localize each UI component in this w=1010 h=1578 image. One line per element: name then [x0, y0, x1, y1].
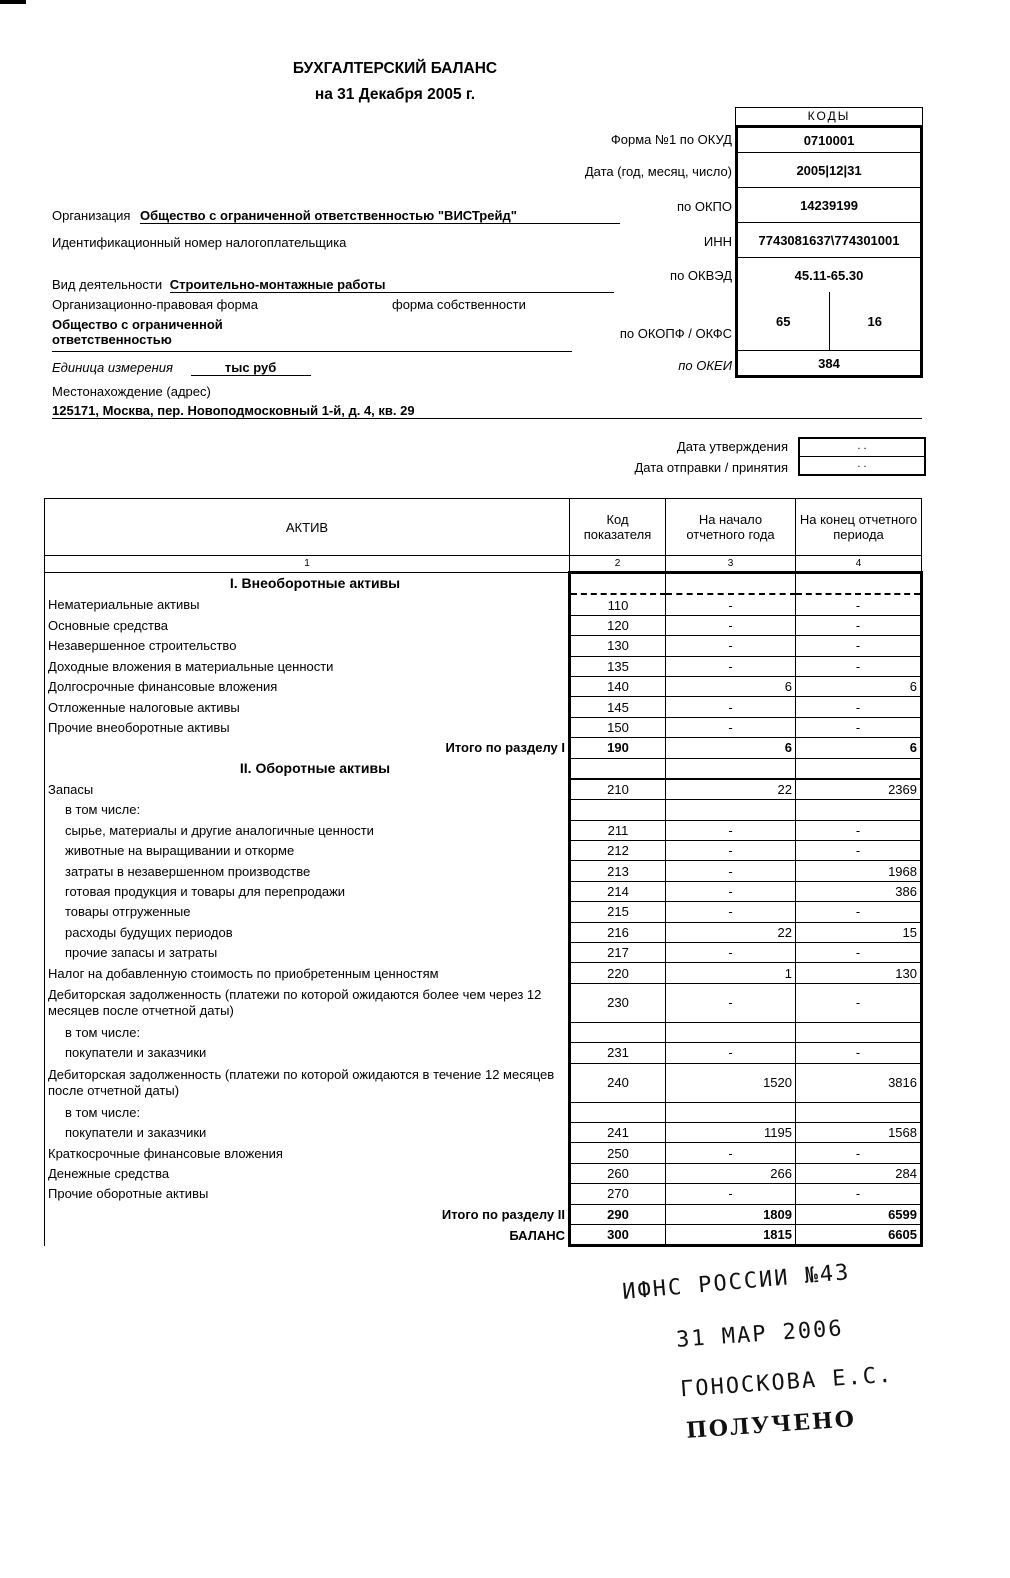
row-start-value: 6 — [666, 676, 796, 696]
row-start-value: - — [666, 1143, 796, 1163]
row-label: Прочие оборотные активы — [45, 1184, 570, 1204]
row-code: 150 — [570, 717, 666, 737]
row-start-value: 6 — [666, 738, 796, 758]
table-row — [45, 676, 922, 696]
row-start-value — [666, 573, 796, 595]
tax-office-stamp: ИФНС РОССИИ №43 — [621, 1260, 852, 1305]
row-start-value: 1809 — [666, 1204, 796, 1224]
inn-code-label: ИНН — [703, 234, 732, 249]
ownership-label: форма собственности — [392, 297, 526, 312]
row-label: Дебиторская задолженность (платежи по которой ожидаются в течение 12 месяцев после отчетной даты) — [45, 1063, 570, 1102]
row-label: животные на выращивании и откорме — [45, 841, 570, 861]
row-code: 212 — [570, 841, 666, 861]
row-label: сырье, материалы и другие аналогичные ценности — [45, 820, 570, 840]
row-code: 241 — [570, 1122, 666, 1142]
table-row — [45, 861, 922, 881]
row-code: 290 — [570, 1204, 666, 1224]
organization-label: Организация — [52, 208, 131, 223]
okud-code: 0710001 — [738, 128, 920, 153]
okfs-code: 16 — [867, 313, 882, 329]
table-row — [45, 1184, 922, 1204]
row-code: 240 — [570, 1063, 666, 1102]
activity-value: Строительно-монтажные работы — [170, 277, 614, 293]
table-row — [45, 573, 922, 595]
table-row — [45, 615, 922, 635]
inn-code: 7743081637\774301001 — [738, 223, 920, 258]
row-code: 270 — [570, 1184, 666, 1204]
row-end-value: - — [796, 1184, 922, 1204]
approval-date-value: . . — [800, 439, 924, 457]
sent-date-label: Дата отправки / принятия — [634, 460, 788, 475]
table-row — [45, 943, 922, 963]
row-start-value — [666, 758, 796, 779]
sent-date-value: . . — [857, 458, 867, 470]
row-label: готовая продукция и товары для перепродажи — [45, 881, 570, 901]
inn-label: Идентификационный номер налогоплательщика — [52, 235, 347, 250]
col-header-asset: АКТИВ — [45, 499, 570, 556]
stamp-received: ПОЛУЧЕНО — [685, 1406, 857, 1444]
row-code: 216 — [570, 922, 666, 942]
row-start-value: - — [666, 861, 796, 881]
codes-heading: КОДЫ — [735, 107, 923, 125]
row-end-value: - — [796, 943, 922, 963]
row-start-value: 1815 — [666, 1224, 796, 1245]
codes-box — [735, 107, 923, 378]
table-header-row — [45, 499, 922, 556]
table-row — [45, 779, 922, 800]
row-label: в том числе: — [45, 1022, 570, 1042]
row-end-value — [796, 1102, 922, 1122]
table-row — [45, 820, 922, 840]
row-end-value — [796, 800, 922, 820]
okpo-code: 14239199 — [738, 188, 920, 223]
table-row — [45, 1143, 922, 1163]
approval-dates-box — [798, 437, 926, 476]
row-end-value: 3816 — [796, 1063, 922, 1102]
scan-corner-mark — [0, 0, 26, 4]
row-end-value: 2369 — [796, 779, 922, 800]
row-label: Долгосрочные финансовые вложения — [45, 676, 570, 696]
table-row — [45, 1043, 922, 1063]
row-label: расходы будущих периодов — [45, 922, 570, 942]
row-end-value: 15 — [796, 922, 922, 942]
table-row — [45, 963, 922, 983]
table-row — [45, 841, 922, 861]
column-number-row — [45, 556, 922, 573]
row-code: 215 — [570, 902, 666, 922]
row-code: 230 — [570, 983, 666, 1022]
row-end-value: - — [796, 1043, 922, 1063]
row-code: 190 — [570, 738, 666, 758]
row-start-value: 1520 — [666, 1063, 796, 1102]
legal-form-label: Организационно-правовая форма — [52, 297, 258, 312]
table-row — [45, 881, 922, 901]
address-value: 125171, Москва, пер. Новоподмосковный 1-й, д. 4, кв. 29 — [52, 403, 415, 418]
okved-label: по ОКВЭД — [670, 268, 732, 283]
row-end-value: 6605 — [796, 1224, 922, 1245]
row-start-value: - — [666, 697, 796, 717]
row-end-value: - — [796, 717, 922, 737]
row-label: покупатели и заказчики — [45, 1122, 570, 1142]
row-code: 214 — [570, 881, 666, 901]
row-code — [570, 573, 666, 595]
date-label: Дата (год, месяц, число) — [584, 164, 732, 179]
row-code: 250 — [570, 1143, 666, 1163]
row-start-value — [666, 800, 796, 820]
document-title: БУХГАЛТЕРСКИЙ БАЛАНС — [292, 60, 498, 77]
row-code — [570, 1102, 666, 1122]
table-row — [45, 1122, 922, 1142]
col-header-end: На конец отчетного периода — [796, 499, 922, 556]
table-row — [45, 758, 922, 779]
approval-date-label: Дата утверждения — [676, 439, 788, 454]
row-label: I. Внеоборотные активы — [45, 573, 570, 595]
row-end-value — [796, 1022, 922, 1042]
okopf-code: 65 — [738, 292, 830, 350]
row-code: 130 — [570, 636, 666, 656]
unit-value: тыс руб — [191, 360, 311, 376]
col-number: 3 — [666, 556, 796, 573]
table-row — [45, 594, 922, 615]
row-start-value: 1195 — [666, 1122, 796, 1142]
row-code: 145 — [570, 697, 666, 717]
row-start-value: - — [666, 615, 796, 635]
row-start-value: - — [666, 881, 796, 901]
table-row — [45, 1224, 922, 1245]
row-end-value: - — [796, 820, 922, 840]
row-start-value: 22 — [666, 779, 796, 800]
row-label: Прочие внеоборотные активы — [45, 717, 570, 737]
row-start-value: - — [666, 943, 796, 963]
table-row — [45, 983, 922, 1022]
row-code: 211 — [570, 820, 666, 840]
table-row — [45, 902, 922, 922]
row-label: Отложенные налоговые активы — [45, 697, 570, 717]
row-end-value: - — [796, 594, 922, 615]
row-code: 260 — [570, 1163, 666, 1183]
row-end-value: 6599 — [796, 1204, 922, 1224]
activity-label: Вид деятельности — [52, 277, 163, 292]
row-start-value: - — [666, 902, 796, 922]
unit-row — [52, 360, 311, 376]
row-code: 220 — [570, 963, 666, 983]
row-start-value — [666, 1022, 796, 1042]
table-row — [45, 636, 922, 656]
row-start-value: - — [666, 983, 796, 1022]
row-label: Налог на добавленную стоимость по приобретенным ценностям — [45, 963, 570, 983]
balance-table — [44, 498, 923, 1247]
row-code: 140 — [570, 676, 666, 696]
row-end-value: - — [796, 902, 922, 922]
row-end-value: 386 — [796, 881, 922, 901]
row-end-value: - — [796, 656, 922, 676]
row-end-value: 284 — [796, 1163, 922, 1183]
row-end-value: 6 — [796, 738, 922, 758]
row-start-value: - — [666, 841, 796, 861]
row-start-value: 266 — [666, 1163, 796, 1183]
row-label: БАЛАНС — [45, 1224, 570, 1245]
row-label: II. Оборотные активы — [45, 758, 570, 779]
row-start-value: - — [666, 717, 796, 737]
okved-code: 45.11-65.30 — [794, 267, 864, 283]
row-label: товары отгруженные — [45, 902, 570, 922]
col-number: 4 — [796, 556, 922, 573]
table-row — [45, 800, 922, 820]
row-label: в том числе: — [45, 1102, 570, 1122]
table-row — [45, 1102, 922, 1122]
table-row — [45, 1204, 922, 1224]
row-label: Денежные средства — [45, 1163, 570, 1183]
row-start-value: - — [666, 820, 796, 840]
unit-label: Единица измерения — [52, 360, 173, 375]
row-start-value: - — [666, 594, 796, 615]
col-header-code: Код показателя — [570, 499, 666, 556]
okud-label: Форма №1 по ОКУД — [610, 132, 732, 147]
table-row — [45, 738, 922, 758]
row-code — [570, 758, 666, 779]
row-label: Краткосрочные финансовые вложения — [45, 1143, 570, 1163]
row-start-value: 1 — [666, 963, 796, 983]
row-start-value: 22 — [666, 922, 796, 942]
row-code: 231 — [570, 1043, 666, 1063]
legal-form-value — [52, 317, 572, 352]
row-start-value: - — [666, 636, 796, 656]
row-code: 213 — [570, 861, 666, 881]
row-start-value: - — [666, 656, 796, 676]
row-end-value — [796, 758, 922, 779]
stamp-inspector: ГОНОСКОВА Е.С. — [679, 1362, 895, 1403]
date-code: 2005|12|31 — [738, 153, 920, 188]
row-code: 210 — [570, 779, 666, 800]
table-row — [45, 717, 922, 737]
row-code: 300 — [570, 1224, 666, 1245]
table-row — [45, 922, 922, 942]
row-start-value — [666, 1102, 796, 1122]
row-label: Запасы — [45, 779, 570, 800]
row-label: Итого по разделу II — [45, 1204, 570, 1224]
col-number: 1 — [45, 556, 570, 573]
row-code: 217 — [570, 943, 666, 963]
row-label: Доходные вложения в материальные ценности — [45, 656, 570, 676]
address-value-row — [52, 403, 922, 419]
legal-form-value-line1: Общество с ограниченной — [52, 317, 223, 332]
row-label: Незавершенное строительство — [45, 636, 570, 656]
row-end-value: - — [796, 615, 922, 635]
table-row — [45, 656, 922, 676]
address-label: Местонахождение (адрес) — [52, 384, 211, 399]
row-label: прочие запасы и затраты — [45, 943, 570, 963]
row-end-value: 1568 — [796, 1122, 922, 1142]
row-end-value: - — [796, 636, 922, 656]
okei-code: 384 — [818, 355, 840, 371]
okei-label: по ОКЕИ — [678, 358, 732, 373]
row-start-value: - — [666, 1184, 796, 1204]
table-row — [45, 1163, 922, 1183]
table-row — [45, 1063, 922, 1102]
row-label: покупатели и заказчики — [45, 1043, 570, 1063]
row-end-value: 1968 — [796, 861, 922, 881]
table-row — [45, 1022, 922, 1042]
row-end-value: 6 — [796, 676, 922, 696]
okopf-label: по ОКОПФ / ОКФС — [619, 326, 732, 341]
col-header-start: На начало отчетного года — [666, 499, 796, 556]
okpo-label: по ОКПО — [676, 199, 732, 214]
organization-value: Общество с ограниченной ответственностью "ВИСТрейд" — [140, 208, 620, 224]
row-code: 120 — [570, 615, 666, 635]
row-code: 110 — [570, 594, 666, 615]
row-label: в том числе: — [45, 800, 570, 820]
row-end-value: - — [796, 697, 922, 717]
row-end-value: - — [796, 841, 922, 861]
okopf-okfs-row — [738, 292, 920, 351]
stamp-date: 31 МАР 2006 — [675, 1316, 845, 1353]
col-number: 2 — [570, 556, 666, 573]
row-code — [570, 1022, 666, 1042]
row-end-value: - — [796, 983, 922, 1022]
row-label: Итого по разделу I — [45, 738, 570, 758]
row-end-value — [796, 573, 922, 595]
legal-form-value-line2: ответственностью — [52, 332, 172, 347]
row-code: 135 — [570, 656, 666, 676]
document-subtitle: на 31 Декабря 2005 г. — [314, 86, 476, 103]
row-start-value: - — [666, 1043, 796, 1063]
row-end-value: 130 — [796, 963, 922, 983]
row-end-value: - — [796, 1143, 922, 1163]
table-row — [45, 697, 922, 717]
row-code — [570, 800, 666, 820]
row-label: Нематериальные активы — [45, 594, 570, 615]
organization-row — [52, 208, 620, 224]
row-label: Дебиторская задолженность (платежи по которой ожидаются более чем через 12 месяцев после отчетной даты) — [45, 983, 570, 1022]
activity-row — [52, 277, 614, 293]
row-label: Основные средства — [45, 615, 570, 635]
row-label: затраты в незавершенном производстве — [45, 861, 570, 881]
